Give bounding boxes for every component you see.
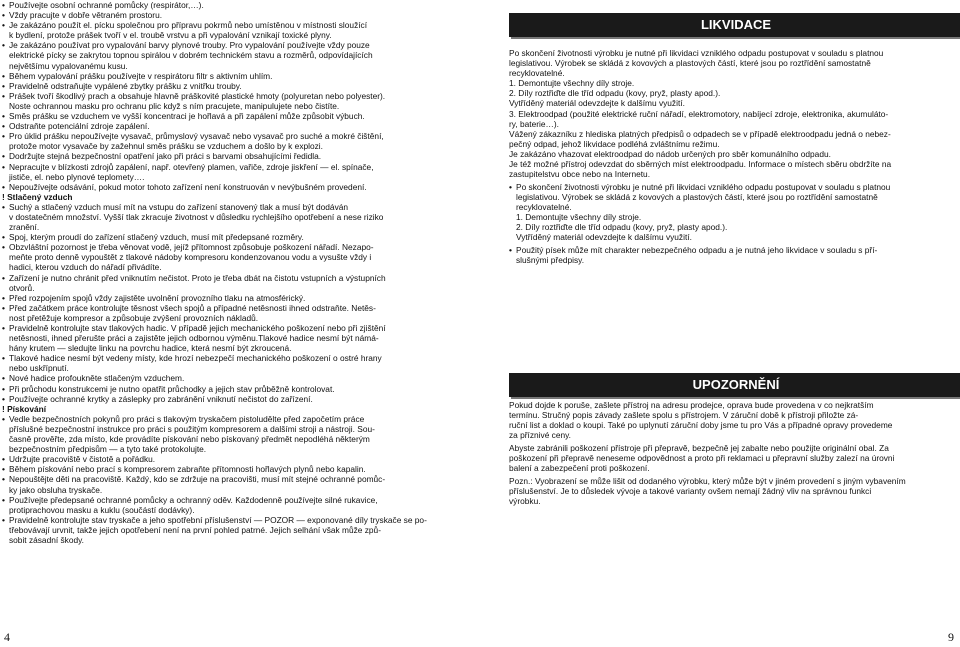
text-line: časně prověřte, zda místo, kde provádíte pískování nebo pískovaný předmět nepodléhá některým <box>9 434 370 445</box>
warning-text <box>509 400 960 506</box>
text-line: legislativou. Výrobek se skládá z kovových a plastových částí, které jsou po roztřídění samostatně <box>509 58 871 69</box>
bullet-item: • Nepoužívejte odsávání, pokud motor tohoto zařízení není konstruován v nevýbušném provedení. <box>2 182 462 192</box>
bullet-item: • Používejte osobní ochranné pomůcky (respirátor,…). <box>2 0 462 10</box>
text-line: balení a zabezpečení proti poškození. <box>509 463 650 474</box>
bullet-item: • Zařízení je nutno chránit před vniknutím nečistot. Proto je třeba dbát na čistotu vstupních a výstupních <box>2 273 462 283</box>
text-line: Je též možné přístroj odevzdat do sběrných míst elektroodpadu. Informace o místech sběru obdržíte na <box>509 159 892 170</box>
text-line: Pokud dojde k poruše, zašlete přístroj na adresu prodejce, oprava bude provedena v co nejkratším <box>509 400 874 410</box>
bullet-item: • Pro úklid prášku nepoužívejte vysavač, průmyslový vysavač nebo vysavač pro suché a mokré čištění, <box>2 131 462 141</box>
text-line: ruční list a doklad o koupi. Také po uplynutí záruční doby jsme tu pro Vás a případné opravy provedeme <box>509 420 893 431</box>
text-line: 2. Díly roztřiďte dle tříd odpadu (kovy, pryž, plasty apod.). <box>509 88 721 99</box>
text-line: Vytříděný materiál odevzdejte k dalšímu využití. <box>509 98 685 109</box>
bullet-item: • Je zakázáno používat pro vypalování barvy plynové trouby. Pro vypalování používejte vždy pouze <box>2 40 462 50</box>
text-line: poškození při přepravě neneseme odpovědnost a proto při reklamaci u přepravní služby zalezí na úrovni <box>509 452 895 463</box>
bullet-item: • Pravidelně kontrolujte stav tryskače a jeho spotřební příslušenství — POZOR — exponované díly tryskače se po- <box>2 515 462 525</box>
text-line: termínu. Stručný popis závady zašlete spolu s přístrojem. V záruční době k přístroji přiložte zá- <box>509 410 859 421</box>
text-line: 2. Díly roztřiďte dle tříd odpadu (kovy, pryž, plasty apod.). <box>516 222 728 233</box>
bullet-item: • Po skončení životnosti výrobku je nutné při likvidaci vzniklého odpadu postupovat v souladu s platnou <box>509 182 960 192</box>
section-subheading: ! Pískování <box>2 403 47 414</box>
section-subheading: ! Stlačený vzduch <box>2 191 73 202</box>
text-line: meňte proto denně vypouštět z tlakové nádoby kompresoru kondenzovanou vodu a vysušte vždy i <box>9 252 372 263</box>
text-line: k bydlení, protože prášek tvoří v el. troubě vrstvu a při vypalování vznikají toxické plyny. <box>9 30 332 41</box>
bullet-item: • Používejte předepsané ochranné pomůcky a ochranný oděv. Každodenně používejte silné rukavice, <box>2 495 462 505</box>
text-line: legislativou. Výrobek se skládá z kovových a plastových částí, které jsou po roztřídění samostatně <box>516 191 878 202</box>
text-line: třebovávají urvnit, takže jejich opotřebení není na první pohled patrné. Jejich selhání však může způ- <box>9 524 381 535</box>
text-line: největšímu vypalovanému kusu. <box>9 60 128 71</box>
text-line: Noste ochrannou masku pro ochranu plic když s ním pracujete, manipulujete nebo čistíte. <box>9 100 340 111</box>
text-line: jističe, el. nebo plynové teplomety…. <box>9 171 145 182</box>
text-line: nebo uskřípnutí. <box>9 363 69 374</box>
bullet-item: • Nepouštějte děti na pracoviště. Každý, kdo se zdržuje na pracovišti, musí mít stejné ochranné pomůc- <box>2 474 462 484</box>
text-line: recyklovatelné. <box>516 201 572 212</box>
text-line: 3. Elektroodpad (použité elektrické ruční nářadí, elektromotory, nabíjecí zdroje, elektronika, akumuláto- <box>509 108 889 119</box>
text-line: otvorů. <box>9 282 35 293</box>
text-line: protože motor vysavače by zažehnul směs prášku se vzduchem a došlo by k explozi. <box>9 141 323 152</box>
text-line: Vážený zákazníku z hlediska platných předpisů o odpadech se v případě elektroodpadu jedná o nebez- <box>509 128 891 139</box>
safety-instructions-column <box>2 0 462 545</box>
text-line: Vytříděný materiál odevzdejte k dalšímu využití. <box>516 232 692 243</box>
text-line: Pozn.: Vyobrazení se může lišit od dodaného výrobku, který může být v jiném provedení s jiným vybavením <box>509 475 906 486</box>
page-number-right: 9 <box>948 630 954 644</box>
bullet-item: • Suchý a stlačený vzduch musí mít na vstupu do zařízení stanovený tlak a musí být dodáván <box>2 202 462 212</box>
bullet-item: • Použitý písek může mít charakter nebezpečného odpadu a je nutná jeho likvidace v souladu s pří- <box>509 245 960 255</box>
text-line: netěsnosti, ihned přerušte práci a zajistěte jejich odbornou výměnu.Tlakové hadice nesmí být námá- <box>9 333 379 344</box>
bullet-item: • Při průchodu konstrukcemi je nutno opatřit průchodky a jejich stav průběžně kontrolovat. <box>2 384 462 394</box>
text-line: nost přetěžuje kompresor a způsobuje zvýšení provozních nákladů. <box>9 312 259 323</box>
text-line: protiprachovou masku a kuklu (součástí dodávky). <box>9 504 195 515</box>
text-line: 1. Demontujte všechny díly stroje. <box>516 212 642 222</box>
bullet-item: • Odstraňte potenciální zdroje zapálení. <box>2 121 462 131</box>
bullet-item: • Během pískování nebo prací s kompresorem zabraňte přítomnosti hořlavých plynů nebo kapalin. <box>2 464 462 474</box>
page-number-left: 4 <box>4 630 10 644</box>
liquidation-text <box>509 48 960 265</box>
text-line: za příznivé ceny. <box>509 430 571 441</box>
text-line: pečný odpad, jehož likvidace podléhá zvláštnímu režimu. <box>509 138 720 149</box>
bullet-item: • Obzvláštní pozornost je třeba věnovat vodě, jejíž přítomnost způsobuje poškození nářadí. Nezapo- <box>2 242 462 252</box>
text-line: výrobku. <box>509 495 541 506</box>
bullet-item: • Pravidelně kontrolujte stav tlakových hadic. V případě jejich mechanického poškození nebo při zjištění <box>2 323 462 333</box>
bullet-item: • Dodržujte stejná bezpečnostní opatření jako při práci s barvami obsahujícími ředidla. <box>2 151 462 161</box>
bullet-item: • Pravidelně odstraňujte vypálené zbytky prášku z vnitřku trouby. <box>2 81 462 91</box>
bullet-item: • Spoj, kterým proudí do zařízení stlačený vzduch, musí mít předepsané rozměry. <box>2 232 462 242</box>
text-line: zastupitelstvu obce nebo na Internetu. <box>509 169 651 180</box>
warning-heading: UPOZORNĚNÍ <box>509 373 960 397</box>
bullet-item: • Před začátkem práce kontrolujte těsnost všech spojů a případné netěsnosti ihned odstraňte. Netěs- <box>2 303 462 313</box>
text-line: příslušné bezpečnostní instrukce pro práci s použitým kompresorem a dalšími stroji a nástroji. Sou- <box>9 423 375 434</box>
bullet-item: • Před rozpojením spojů vždy zajistěte uvolnění provozního tlaku na atmosférický. <box>2 293 462 303</box>
bullet-item: • Vždy pracujte v dobře větraném prostoru. <box>2 10 462 20</box>
text-line: slušnými předpisy. <box>516 254 585 265</box>
text-line: elektrické pícky se zakrytou topnou spirálou v dobrém technickém stavu a rozměrů, odpovídajících <box>9 50 373 61</box>
text-line: sobit zásadní škody. <box>9 534 84 545</box>
bullet-item: • Směs prášku se vzduchem ve vyšší koncentraci je hořlavá a při zapálení může způsobit výbuch. <box>2 111 462 121</box>
text-line: bezpečnostním předpisům — a tyto také protokolujte. <box>9 444 207 455</box>
text-line: příslušenství. Je to důsledek vývoje a takové varianty ovšem nemají žádný vliv na správnou funkci <box>509 485 872 496</box>
text-line: v dostatečném množství. Vyšší tlak zkracuje životnost v důsledku rychlejšího opotřebení a nese riziko <box>9 211 384 222</box>
bullet-item: • Nepracujte v blízkosti zdrojů zapálení, např. otevřený plamen, vařiče, zdroje jiskření — el. spínače, <box>2 162 462 172</box>
text-line: 1. Demontujte všechny díly stroje. <box>509 78 635 89</box>
bullet-item: • Tlakové hadice nesmí být vedeny místy, kde hrozí nebezpečí mechanického poškození o ostré hrany <box>2 353 462 363</box>
text-line: ry, baterie…). <box>509 118 559 129</box>
text-line: ky jako obsluha tryskače. <box>9 484 103 495</box>
bullet-item: • Udržujte pracoviště v čistotě a pořádku. <box>2 454 462 464</box>
text-line: hány krutem — sledujte linku na povrchu hadice, která nesmí být zkroucená. <box>9 343 292 354</box>
bullet-item: • Během vypalování prášku používejte v respirátoru filtr s aktivním uhlím. <box>2 71 462 81</box>
bullet-item: • Je zakázáno použít el. pícku společnou pro přípravu pokrmů nebo umístěnou v místnosti sloužící <box>2 20 462 30</box>
text-line: recyklovatelné. <box>509 68 565 79</box>
liquidation-heading: LIKVIDACE <box>509 13 960 37</box>
text-line: Je zakázáno vhazovat elektroodpad do nádob určených pro sběr komunálního odpadu. <box>509 148 831 159</box>
text-line: zranění. <box>9 222 40 233</box>
bullet-item: • Nové hadice profoukněte stlačeným vzduchem. <box>2 373 462 383</box>
text-line: Po skončení životnosti výrobku je nutné při likvidaci vzniklého odpadu postupovat v souladu s platnou <box>509 48 884 58</box>
bullet-item: • Prášek tvoří škodlivý prach a obsahuje hlavně práškovité plastické hmoty (polyuretan nebo polyester). <box>2 91 462 101</box>
bullet-item: • Vedle bezpečnostních pokynů pro práci s tlakovým tryskačem pistoludělte před započetím práce <box>2 414 462 424</box>
text-line: Abyste zabránili poškození přístroje při přepravě, bezpečně jej zabalte nebo použijte originální obal. Za <box>509 442 889 453</box>
text-line: hadici, kterou vzduch do nářadí přivádíte. <box>9 262 162 273</box>
bullet-item: • Používejte ochranné krytky a záslepky pro zabránění vniknutí nečistot do zařízení. <box>2 394 462 404</box>
